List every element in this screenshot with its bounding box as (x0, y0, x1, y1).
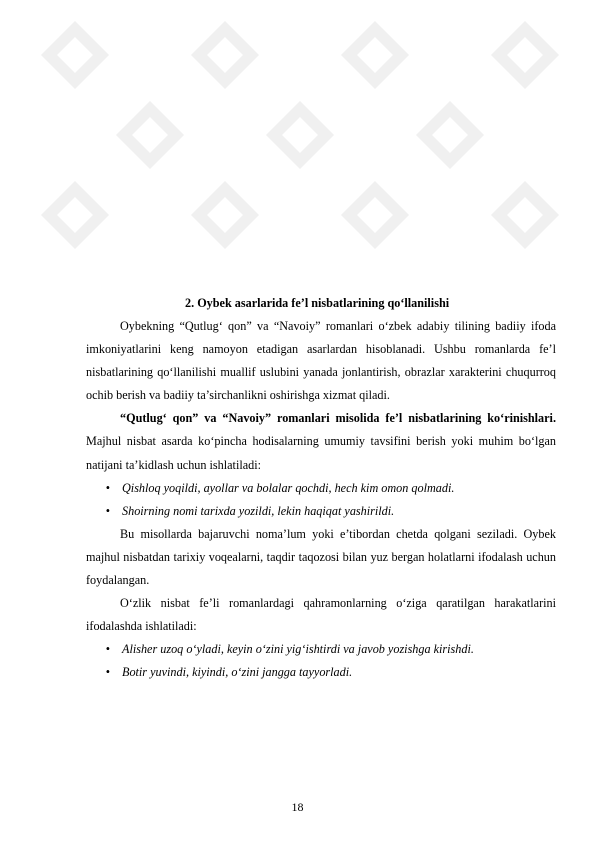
subsection-text: Majhul nisbat asarda ko‘pincha hodisalarning umumiy tavsifini berish yoki muhim bo‘lgan natijani ta’kidlash uchun ishlatiladi: (86, 434, 556, 472)
bullet-icon: • (105, 642, 110, 657)
bullet-icon: • (105, 665, 110, 680)
bullet-icon: • (105, 503, 110, 518)
document-body (86, 294, 556, 685)
passive-example: Shoirning nomi tarixda yozildi, lekin haqiqat yashirildi. (122, 503, 395, 518)
list-item (86, 500, 556, 523)
reflexive-intro: O‘zlik nisbat fe’li romanlardagi qahramonlarning o‘ziga qaratilgan harakatlarini ifodalashda ishlatiladi: (86, 596, 556, 634)
intro-paragraph: Oybekning “Qutlug‘ qon” va “Navoiy” romanlari o‘zbek adabiy tilining badiiy ifoda imkoniyatlarini keng namoyon etadigan asarlardan hisoblanadi. Ushbu romanlarda fe’l nisbatlarining qo‘llanilishi muallif uslubini yanada jonlantirish, obrazlar xarakterini chuqurroq ochib berish va badiiy ta’sirchanlikni oshirishga xizmat qiladi. (86, 319, 556, 403)
bullet-icon: • (105, 480, 110, 495)
page-number: 18 (291, 800, 304, 814)
reflexive-example: Botir yuvindi, kiyindi, o‘zini jangga tayyorladi. (122, 665, 353, 680)
passive-example: Qishloq yoqildi, ayollar va bolalar qochdi, hech kim omon qolmadi. (122, 480, 455, 495)
reflexive-example: Alisher uzoq o‘yladi, keyin o‘zini yig‘ishtirdi va javob yozishga kirishdi. (122, 642, 474, 657)
section-title: 2. Oybek asarlarida fe’l nisbatlarining qo‘llanilishi (185, 296, 450, 310)
passive-comment: Bu misollarda bajaruvchi noma’lum yoki e’tibordan chetda qolgani seziladi. Oybek majhul nisbatdan tarixiy voqealarni, taqdir taqozosi bilan yuz bergan holatlarni ifodalash uchun foydalangan. (86, 526, 556, 588)
list-item (86, 661, 556, 684)
subsection-paragraph (86, 407, 556, 476)
watermark-pattern (0, 0, 595, 300)
list-item (86, 638, 556, 661)
subsection-heading: “Qutlug‘ qon” va “Navoiy” romanlari misolida fe’l nisbatlarining ko‘rinishlari. (120, 411, 556, 426)
list-item (86, 477, 556, 500)
